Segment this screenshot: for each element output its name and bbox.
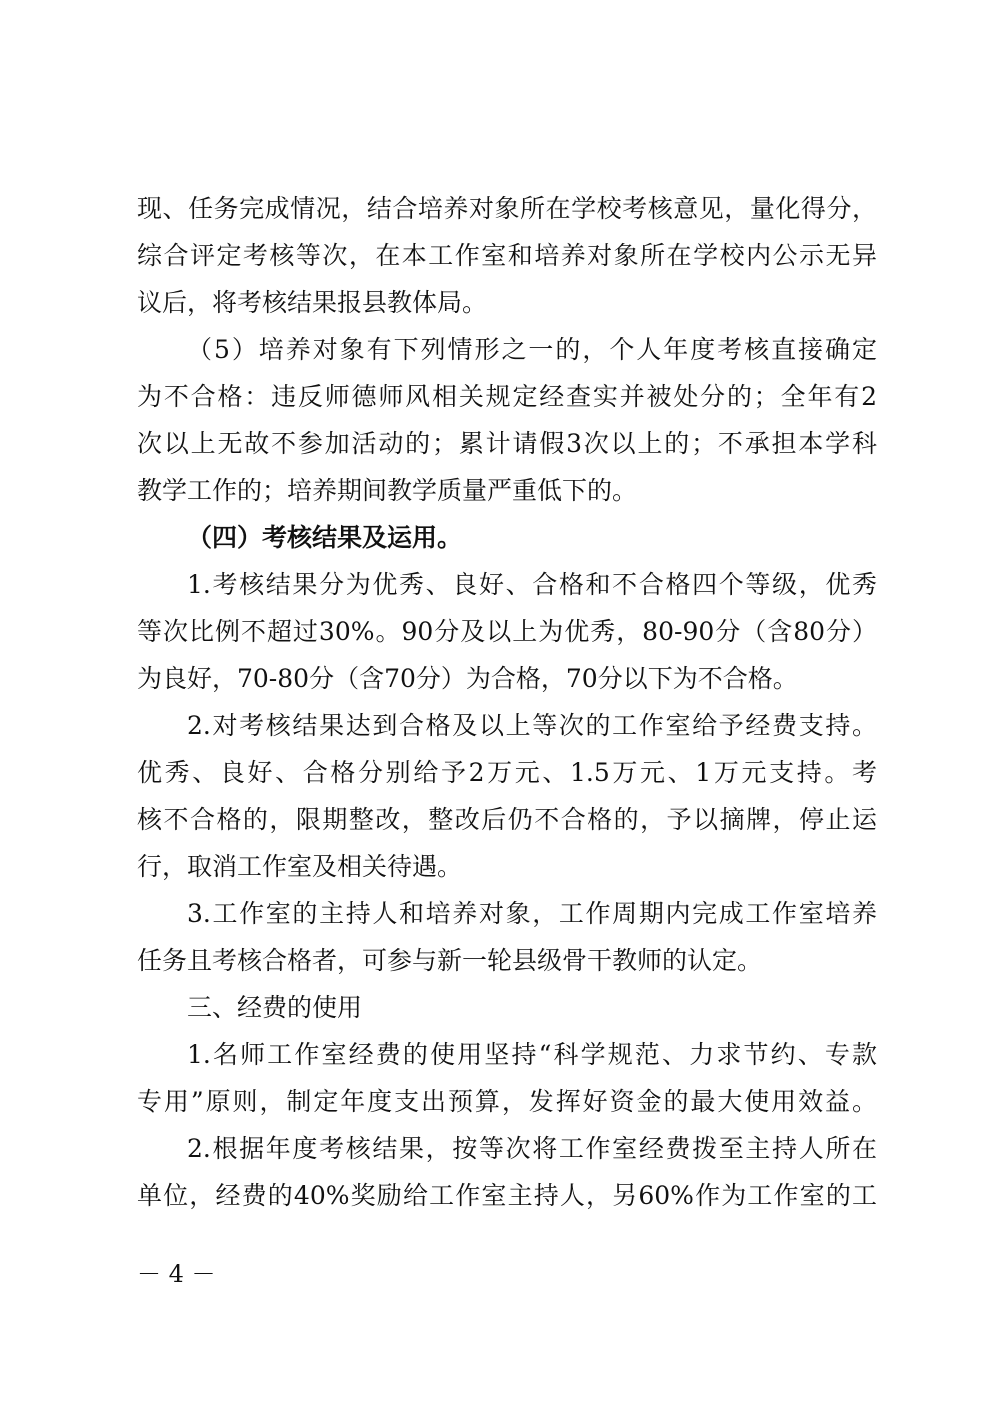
body-line-7: 教学工作的；培养期间教学质量严重低下的。 bbox=[137, 476, 638, 505]
body-line-16: 3.工作室的主持人和培养对象，工作周期内完成工作室培养 bbox=[187, 899, 877, 928]
body-line-6: 次以上无故不参加活动的；累计请假3次以上的；不承担本学科 bbox=[137, 429, 877, 458]
body-line-2: 综合评定考核等次，在本工作室和培养对象所在学校内公示无异 bbox=[137, 241, 877, 270]
body-line-12: 2.对考核结果达到合格及以上等次的工作室给予经费支持。 bbox=[187, 711, 877, 740]
body-line-9: 1.考核结果分为优秀、良好、合格和不合格四个等级，优秀 bbox=[187, 570, 877, 599]
body-line-13: 优秀、良好、合格分别给予2万元、1.5万元、1万元支持。考 bbox=[137, 758, 877, 787]
body-line-3: 议后，将考核结果报县教体局。 bbox=[137, 288, 488, 317]
body-line-5: 为不合格：违反师德师风相关规定经查实并被处分的；全年有2 bbox=[137, 382, 877, 411]
body-line-17: 任务且考核合格者，可参与新一轮县级骨干教师的认定。 bbox=[137, 946, 763, 975]
body-line-22: 单位，经费的40%奖励给工作室主持人，另60%作为工作室的工 bbox=[137, 1181, 877, 1210]
body-line-11: 为良好，70-80分（含70分）为合格，70分以下为不合格。 bbox=[137, 664, 798, 693]
body-line-14: 核不合格的，限期整改，整改后仍不合格的，予以摘牌，停止运 bbox=[137, 805, 877, 834]
section-heading-assessment-results: （四）考核结果及运用。 bbox=[187, 523, 463, 552]
page-number: － 4 － bbox=[137, 1260, 216, 1288]
body-line-1: 现、任务完成情况，结合培养对象所在学校考核意见，量化得分， bbox=[137, 194, 877, 223]
body-line-19: 1.名师工作室经费的使用坚持“科学规范、力求节约、专款 bbox=[187, 1040, 877, 1069]
body-line-20: 专用”原则，制定年度支出预算，发挥好资金的最大使用效益。 bbox=[137, 1087, 877, 1116]
body-line-21: 2.根据年度考核结果，按等次将工作室经费拨至主持人所在 bbox=[187, 1134, 877, 1163]
body-line-10: 等次比例不超过30%。90分及以上为优秀，80-90分（含80分） bbox=[137, 617, 877, 646]
section-heading-funds-usage: 三、经费的使用 bbox=[187, 993, 363, 1022]
body-line-4: （5）培养对象有下列情形之一的，个人年度考核直接确定 bbox=[187, 335, 877, 364]
body-line-15: 行，取消工作室及相关待遇。 bbox=[137, 852, 463, 881]
